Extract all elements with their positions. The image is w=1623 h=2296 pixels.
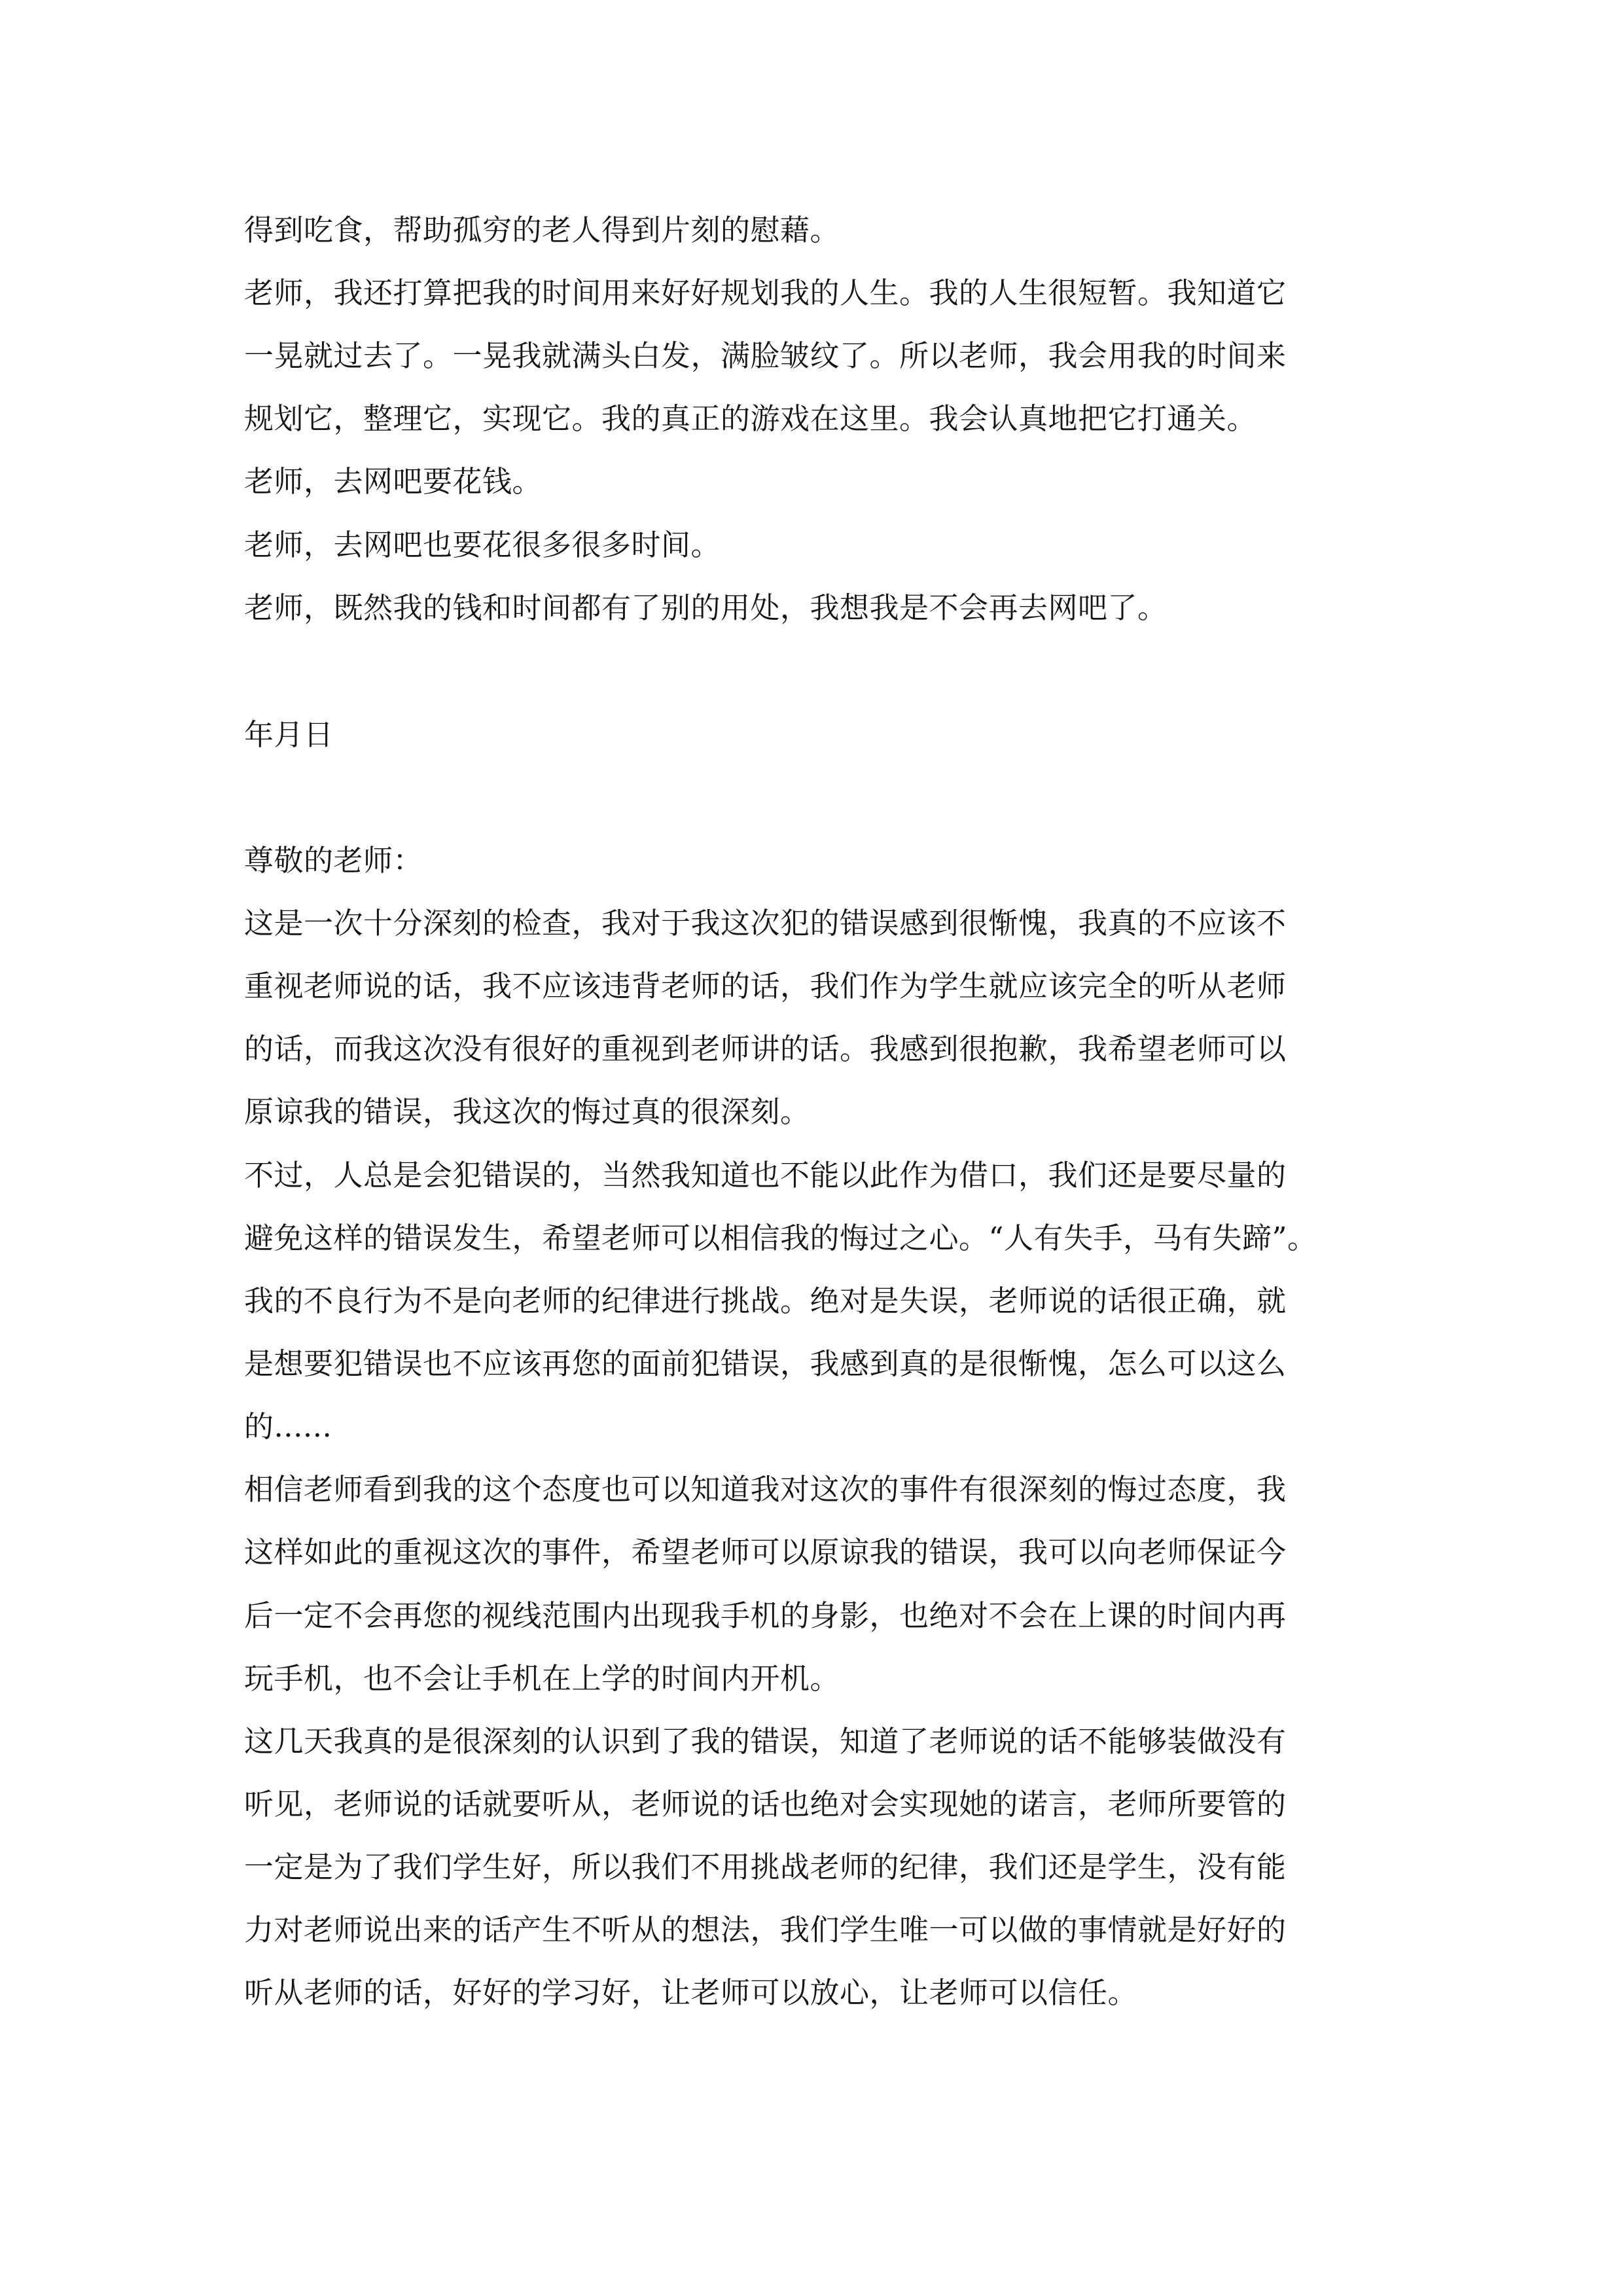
text-line: 老师，我还打算把我的时间用来好好规划我的人生。我的人生很短暂。我知道它 [244,276,1287,310]
text-line: 重视老师说的话，我不应该违背老师的话，我们作为学生就应该完全的听从老师 [244,969,1287,1003]
text-line: 老师，去网吧要花钱。 [244,464,543,499]
text-line: 得到吃食，帮助孤穷的老人得到片刻的慰藉。 [244,213,840,247]
text-line: 老师，去网吧也要花很多很多时间。 [244,528,721,562]
text-line: 这样如此的重视这次的事件，希望老师可以原谅我的错误，我可以向老师保证今 [244,1535,1287,1570]
text-line: 原谅我的错误，我这次的悔过真的很深刻。 [244,1094,810,1129]
text-line: 一晃就过去了。一晃我就满头白发，满脸皱纹了。所以老师，我会用我的时间来 [244,338,1287,373]
text-line: 不过，人总是会犯错误的，当然我知道也不能以此作为借口，我们还是要尽量的 [244,1158,1287,1193]
text-line: 老师，既然我的钱和时间都有了别的用处，我想我是不会再去网吧了。 [244,590,1168,625]
date-line: 年月日 [244,717,334,752]
text-line: 的话，而我这次没有很好的重视到老师讲的话。我感到很抱歉，我希望老师可以 [244,1031,1287,1066]
text-line: 听见，老师说的话就要听从，老师说的话也绝对会实现她的诺言，老师所要管的 [244,1787,1287,1821]
text-line: 力对老师说出来的话产生不听从的想法，我们学生唯一可以做的事情就是好好的 [244,1912,1287,1947]
text-line: 这是一次十分深刻的检查，我对于我这次犯的错误感到很惭愧，我真的不应该不 [244,906,1287,941]
text-line: 听从老师的话，好好的学习好，让老师可以放心，让老师可以信任。 [244,1975,1138,2010]
salutation: 尊敬的老师： [244,843,423,878]
text-line: 是想要犯错误也不应该再您的面前犯错误，我感到真的是很惭愧，怎么可以这么 [244,1346,1287,1381]
text-line: 后一定不会再您的视线范围内出现我手机的身影，也绝对不会在上课的时间内再 [244,1598,1287,1633]
text-line: 玩手机，也不会让手机在上学的时间内开机。 [244,1661,840,1696]
text-line: 规划它，整理它，实现它。我的真正的游戏在这里。我会认真地把它打通关。 [244,401,1257,436]
text-line: 的...... [244,1409,332,1444]
text-line: 相信老师看到我的这个态度也可以知道我对这次的事件有很深刻的悔过态度，我 [244,1472,1287,1507]
text-line: 一定是为了我们学生好，所以我们不用挑战老师的纪律，我们还是学生，没有能 [244,1850,1287,1884]
text-line: 我的不良行为不是向老师的纪律进行挑战。绝对是失误，老师说的话很正确，就 [244,1283,1287,1318]
text-line: 避免这样的错误发生，希望老师可以相信我的悔过之心。“人有失手，马有失蹄”。 [244,1221,1317,1255]
text-line: 这几天我真的是很深刻的认识到了我的错误，知道了老师说的话不能够装做没有 [244,1724,1287,1759]
